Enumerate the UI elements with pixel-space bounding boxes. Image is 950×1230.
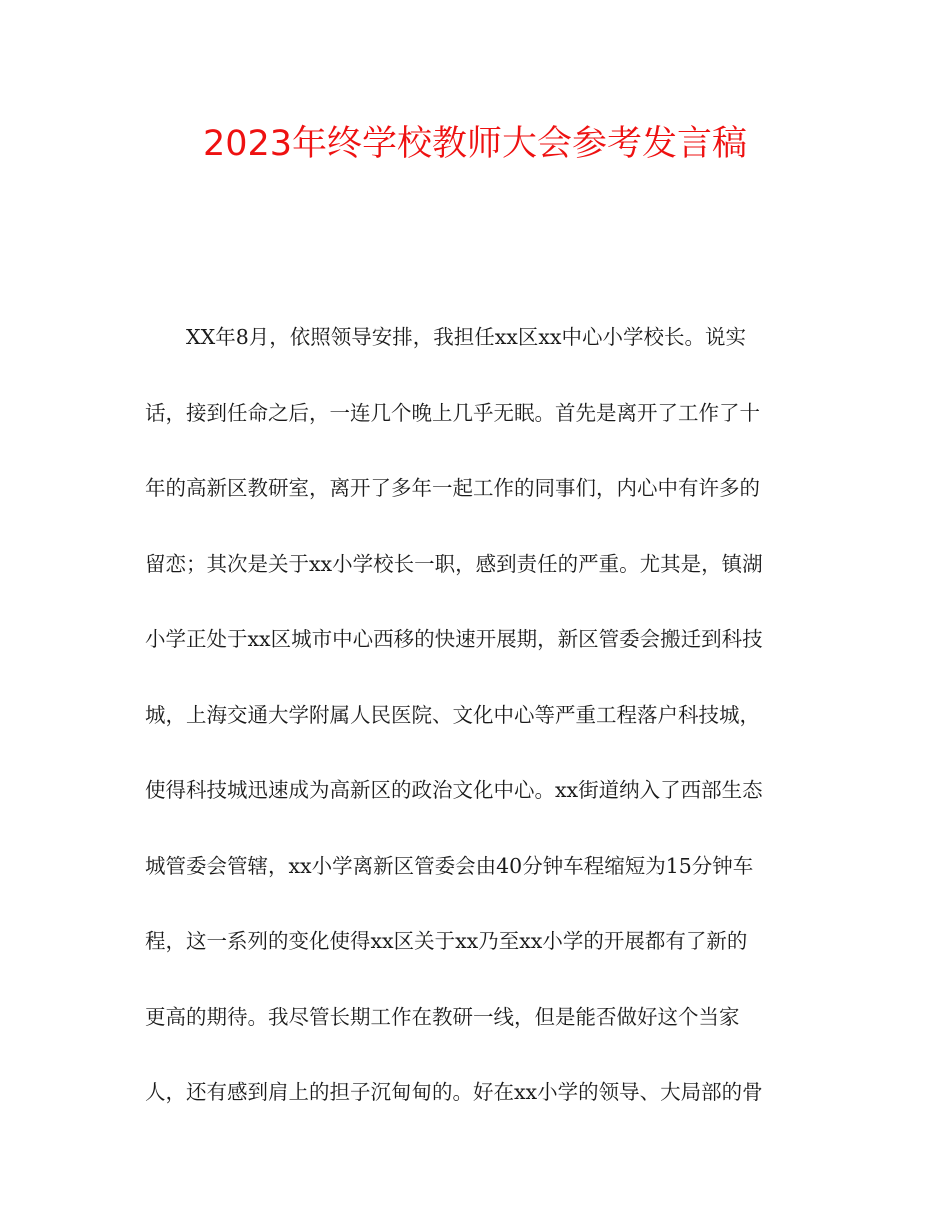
body-line: 话，接到任命之后，一连几个晚上几乎无眠。首先是离开了工作了十 — [145, 400, 760, 425]
body-line: 人，还有感到肩上的担子沉甸甸的。好在xx小学的领导、大局部的骨 — [145, 1080, 763, 1104]
body-line: 城管委会管辖，xx小学离新区管委会由40分钟车程缩短为15分钟车 — [145, 853, 754, 878]
body-line: 城，上海交通大学附属人民医院、文化中心等严重工程落户科技城， — [145, 702, 760, 727]
body-line: 年的高新区教研室，离开了多年一起工作的同事们，内心中有许多的 — [145, 476, 760, 500]
body-line: 小学正处于xx区城市中心西移的快速开展期，新区管委会搬迁到科技 — [145, 627, 763, 651]
body-line: 程，这一系列的变化使得xx区关于xx乃至xx小学的开展都有了新的 — [145, 929, 748, 953]
body-line: 留恋；其次是关于xx小学校长一职，感到责任的严重。尤其是，镇湖 — [145, 551, 763, 576]
body-line: 更高的期待。我尽管长期工作在教研一线，但是能否做好这个当家 — [145, 1004, 740, 1029]
body-line: 使得科技城迅速成为高新区的政治文化中心。xx街道纳入了西部生态 — [145, 778, 763, 802]
document-title: 2023年终学校教师大会参考发言稿 — [202, 124, 748, 164]
document-body — [145, 314, 815, 1145]
body-line: XX年8月，依照领导安排，我担任xx区xx中心小学校长。说实 — [186, 325, 746, 349]
